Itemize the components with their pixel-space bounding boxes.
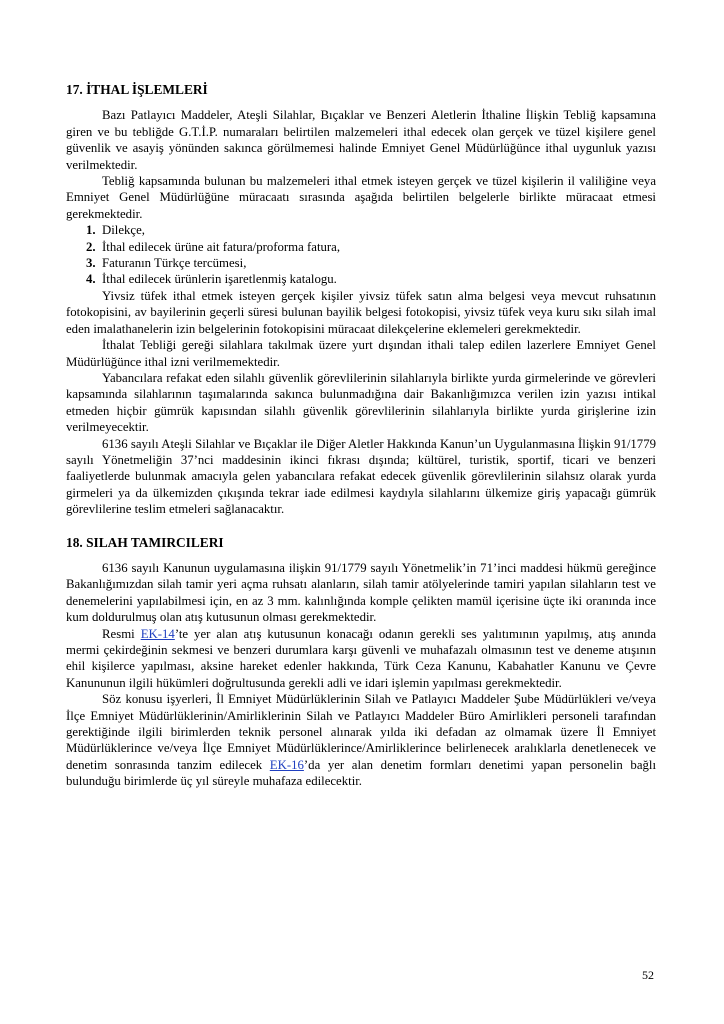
paragraph-text: ’da yer alan denetim formları denetimi yapan personelin bağlı bulunduğu birimlerde üç yıl süreyle muhafaza edilecektir.: [66, 757, 657, 789]
list-item: [66, 222, 656, 238]
required-documents-list: [66, 222, 656, 288]
list-item: [66, 255, 656, 271]
document-page: [66, 82, 656, 790]
list-item-text: Faturanın Türkçe tercümesi,: [102, 256, 247, 271]
section-17-title: 17. İTHAL İŞLEMLERİ: [66, 82, 208, 97]
section-17-paragraph-1: Bazı Patlayıcı Maddeler, Ateşli Silahlar, Bıçaklar ve Benzeri Aletlerin İthaline İlişkin Tebliğ kapsamına giren ve bu tebliğde G.T.İ.P. numaraları belirtilen malzemeleri ithal edecek olan gerçek ve tüzel kişilere genel güvenlik ve asayiş yönünden sakınca görülmemesi halinde Emniyet Genel Müdürlüğünce ithal uygunluk yazısı verilmektedir.: [66, 108, 656, 172]
list-item-number: 3.: [86, 256, 96, 271]
list-item: [66, 271, 656, 287]
list-item-text: İthal edilecek ürüne ait fatura/proforma fatura,: [102, 239, 341, 254]
section-18-paragraph-3: [66, 691, 656, 789]
list-item-number: 1.: [86, 223, 96, 238]
ek-16-link[interactable]: EK-16: [269, 757, 304, 772]
paragraph-text: Söz konusu işyerleri, İl Emniyet Müdürlüklerinin Silah ve Patlayıcı Maddeler Şube Müdürlükleri ve/veya İlçe Emniyet Müdürlüklerinin/Amirliklerinin Silah ve Patlayıcı Maddeler Büro Amirlikleri personeli tarafından gerektiğinde ilgili birimlerden teknik personel alınarak yılda iki defadan az olmamak üzere İl Emniyet Müdürlüklerince ve/veya İlçe Emniyet Müdürlüklerince/Amirliklerince belirlenecek aralıklarla denetlenecek ve denetim sonrasında tanzim edilecek: [66, 692, 656, 772]
paragraph-text: ’te yer alan atış kutusunun konacağı odanın gerekli ses yalıtımının yapılmış, atış anında mermi çekirdeğinin sekmesi ve benzeri durumlara karşı güvenli ve muhafazalı olmasının test ve deneme atışının ehil kişilerce yapılması, aksine hareket edenler hakkında, Türk Ceza Kanunu, Kabahatler Kanunu ve Çevre Kanununun ilgili hükümleri doğrultusunda gerekli adli ve idari işlemin yapılması gerekmektedir.: [66, 626, 656, 690]
paragraph-text: Resmi: [102, 626, 141, 641]
section-18-paragraph-1: 6136 sayılı Kanunun uygulamasına ilişkin 91/1779 sayılı Yönetmelik’in 71’inci maddesi hükmü gereğince Bakanlığımızdan silah tamir yeri açma ruhsatı alanların, silah tamir atölyelerinde tamiri yapılan silahların test ve denemelerini yapılabilmesi için, en az 3 mm. kalınlığında komple çelikten mamül içerisine üçte iki oranında ince kum doldurulmuş olan atış kutusunun olması gerekmektedir.: [66, 560, 656, 625]
list-item: [66, 239, 656, 255]
page-number: 52: [642, 968, 654, 982]
section-18-paragraph-2: [66, 626, 656, 692]
section-17-paragraph-5: Yabancılara refakat eden silahlı güvenlik görevlilerinin silahlarıyla birlikte yurda girmelerinde ve görevleri kapsamında silahlarının taşımalarında sakınca bulunmadığına dair Bakanlığımızca verilen izin yazısı intikal etmeden hiçbir gümrük kapısından silahlı güvenlik görevlilerinin silahlarıyla birlikte yurda girişlerine izin verilmeyecektir.: [66, 370, 656, 435]
section-17-paragraph-4: İthalat Tebliği gereği silahlara takılmak üzere yurt dışından ithali talep edilen lazerlere Emniyet Genel Müdürlüğünce ithal izni verilmemektedir.: [66, 338, 656, 369]
section-17-paragraph-6: 6136 sayılı Ateşli Silahlar ve Bıçaklar ile Diğer Aletler Hakkında Kanun’un Uygulanmasına İlişkin 91/1779 sayılı Yönetmeliğin 37’nci maddesinin ikinci fıkrası dışında; kültürel, turistik, sportif, ticari ve benzeri faaliyetlerde bulunmak amacıyla gelen yabancılara refakat edecek güvenlik görevlilerinin silahsız olarak yurda girmeleri ya da ülkemizden çıkışında tekrar iade edilmesi kaydıyla silahlarını ülkemize giriş yapacağı gümrük görevlilerine teslim etmeleri sağlanacaktır.: [66, 436, 656, 517]
list-item-number: 2.: [86, 239, 96, 254]
list-item-text: Dilekçe,: [102, 223, 145, 238]
section-17-paragraph-3: Yivsiz tüfek ithal etmek isteyen gerçek kişiler yivsiz tüfek satın alma belgesi veya mevcut ruhsatının fotokopisini, av bayilerinin geçerli süresi bulunan bayilik belgesi fotokopisi, yivsiz tüfek veya kuru sıkı silah imal eden imalathanelerin izin belgelerinin fotokopisini müracaat dilekçelerine eklemeleri gerekmektedir.: [66, 288, 656, 336]
section-17-paragraph-2: Tebliğ kapsamında bulunan bu malzemeleri ithal etmek isteyen gerçek ve tüzel kişilerin il valiliğine veya Emniyet Genel Müdürlüğüne müracaatı sırasında aşağıda belirtilen belgelerle birlikte müracaat etmesi gerekmektedir.: [66, 174, 656, 221]
list-item-text: İthal edilecek ürünlerin işaretlenmiş katalogu.: [102, 272, 337, 287]
list-item-number: 4.: [86, 272, 96, 287]
section-18-title: 18. SILAH TAMIRCILERI: [66, 534, 224, 550]
ek-14-link[interactable]: EK-14: [140, 626, 175, 641]
